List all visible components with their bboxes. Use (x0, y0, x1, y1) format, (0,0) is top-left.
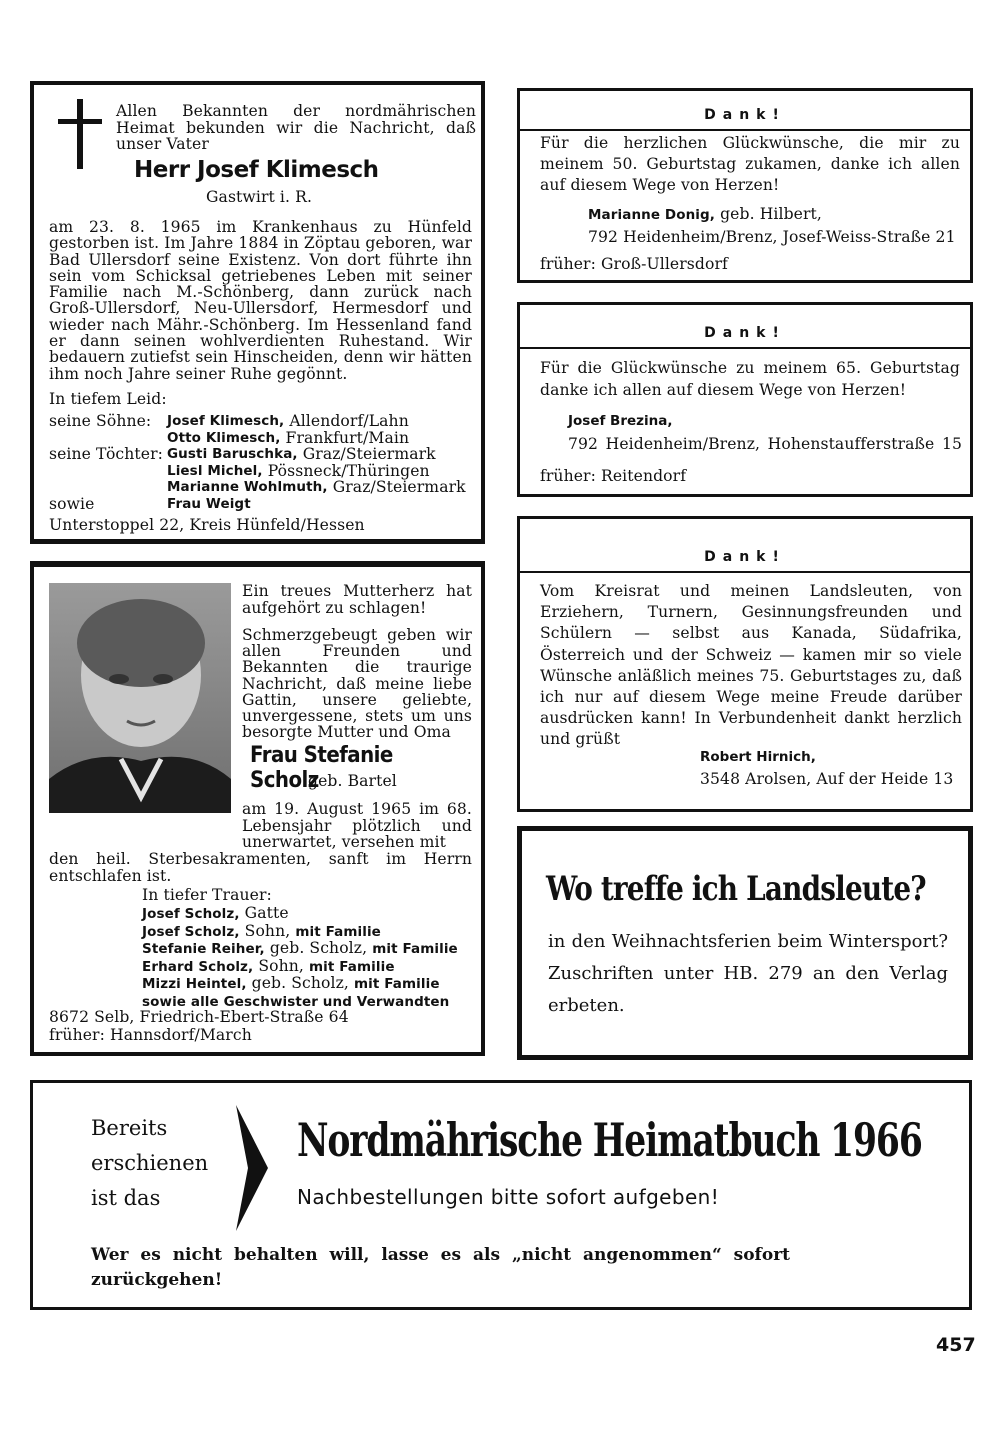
book-ad-lead: Bereits erschienen ist das (91, 1116, 209, 1210)
thanks-heading: Dank! (704, 549, 786, 565)
obituary2-intro1: Ein treues Mutterherz hat aufgehört zu schlagen! (242, 582, 472, 617)
divider (520, 571, 970, 573)
book-ad (30, 1080, 972, 1310)
thanks-former: früher: Groß-Ullersdorf (540, 255, 728, 273)
divider (520, 347, 970, 349)
obituary2-address1: 8672 Selb, Friedrich-Ebert-Straße 64 (49, 1008, 349, 1026)
thanks-signature: Robert Hirnich, (700, 749, 816, 765)
wanted-headline: Wo treffe ich Landsleute? (546, 869, 926, 909)
obituary-scholz (30, 561, 485, 1056)
obituary-intro: Allen Bekannten der nordmährischen Heimat bekunden wir die Nachricht, daß unser Vater (116, 102, 476, 154)
thanks-signature: Josef Brezina, (568, 413, 673, 429)
book-title: Nordmährische Heimatbuch 1966 (297, 1113, 922, 1167)
thanks-heading: Dank! (704, 325, 786, 341)
deceased-name-2: Frau Stefanie Scholz (250, 743, 393, 793)
mourning-line: In tiefem Leid: (49, 390, 167, 408)
obituary-address: Unterstoppel 22, Kreis Hünfeld/Hessen (49, 516, 365, 534)
deceased-born: geb. Bartel (308, 772, 397, 790)
thanks-heading: Dank! (704, 107, 786, 123)
cross-icon (58, 99, 102, 169)
wanted-text: in den Weihnachtsferien beim Wintersport? Zuschriften unter HB. 279 an den Verlag erbeten. (548, 931, 948, 1016)
obituary2-body2: den heil. Sterbesakramenten, sanft im Herrn entschlafen ist. (49, 850, 472, 885)
thanks-text: Für die Glückwünsche zu meinem 65. Geburtstag danke ich allen auf diesem Wege von Herzen! (540, 359, 960, 399)
obituary2-address2: früher: Hannsdorf/March (49, 1026, 252, 1044)
portrait-illustration (49, 583, 231, 813)
survivors-list: seine Söhne: Josef Klimesch, Allendorf/Lahn Otto Klimesch, Frankfurt/Main seine Töchter: Gusti Baruschka, Graz/Steiermark Liesl Michel, Pössneck/Thüringen Marianne Wohlmuth, Graz/Steiermark sowie Frau Weigt (49, 412, 466, 513)
thanks-donig (517, 88, 973, 283)
arrow-wedge-icon (234, 1105, 270, 1231)
portrait-photo (49, 583, 231, 813)
thanks-address: 792 Heidenheim/Brenz, Josef-Weiss-Straße 21 (588, 228, 956, 246)
thanks-text: Vom Kreisrat und meinen Landsleuten, von Erziehern, Turnern, Gesinnungsfreunden und Schülern — selbst aus Kanada, Südafrika, Österreich und der Schweiz — kamen mir so viele Wünsche anläßlich meines 75. Geburtstages zu, daß ich nur auf diesem Wege meine Freude darüber ausdrücken kann! In Verbundenheit dankt herzlich und grüßt (540, 582, 962, 749)
obituary-body: am 23. 8. 1965 im Krankenhaus zu Hünfeld gestorben ist. Im Jahre 1884 in Zöptau geboren, war Bad Ullersdorf seine Existenz. Von dort führte ihn sein vom Schicksal getriebenes Leben mit seiner Familie nach M.-Schönberg, dann zurück nach Groß-Ullersdorf, Neu-Ullersdorf, Hermesdorf und wieder nach Mähr.-Schönberg. Im Hessenland fand er dann seinen wohlverdienten Ruhestand. Wir bedauern zutiefst sein Hinscheiden, denn wir hätten ihm noch Jahre seiner Ruhe gegönnt. (49, 218, 472, 383)
thanks-hirnich (517, 516, 973, 812)
thanks-text: Für die herzlichen Glückwünsche, die mir zu meinem 50. Geburtstag zukamen, danke ich allen auf diesem Wege von Herzen! (540, 134, 960, 194)
relatives-list: Josef Scholz, Gatte Josef Scholz, Sohn, mit Familie Stefanie Reiher, geb. Scholz, mit Familie Erhard Scholz, Sohn, mit Familie Mizzi Heintel, geb. Scholz, mit Familie sowie alle Geschwister und Verwandten (142, 904, 458, 1010)
thanks-former: früher: Reitendorf (540, 467, 687, 485)
thanks-address: 792 Heidenheim/Brenz, Hohenstaufferstraße 15 (568, 435, 962, 453)
thanks-signature: Marianne Donig, geb. Hilbert, (588, 205, 822, 223)
book-subtitle: Nachbestellungen bitte sofort aufgeben! (297, 1185, 720, 1209)
obituary-klimesch (30, 81, 485, 544)
deceased-title: Gastwirt i. R. (206, 188, 313, 206)
return-notice: Wer es nicht behalten will, lasse es als „nicht angenommen“ sofort zurückgehen! (91, 1245, 791, 1290)
obituary2-intro2: Schmerzgebeugt geben wir allen Freunden und Bekannten die traurige Nachricht, daß meine liebe Gattin, unsere geliebte, unvergessene, stets um uns besorgte Mutter und Oma (242, 626, 472, 742)
deceased-name: Herr Josef Klimesch (134, 157, 379, 183)
thanks-address: 3548 Arolsen, Auf der Heide 13 (700, 770, 954, 788)
obituary2-body1: am 19. August 1965 im 68. Lebensjahr plötzlich und unerwartet, versehen mit (242, 800, 472, 852)
mourning-line-2: In tiefer Trauer: (142, 886, 272, 904)
page-number: 457 (936, 1334, 976, 1356)
thanks-brezina (517, 302, 973, 497)
wanted-ad (517, 826, 973, 1060)
divider (520, 129, 970, 131)
